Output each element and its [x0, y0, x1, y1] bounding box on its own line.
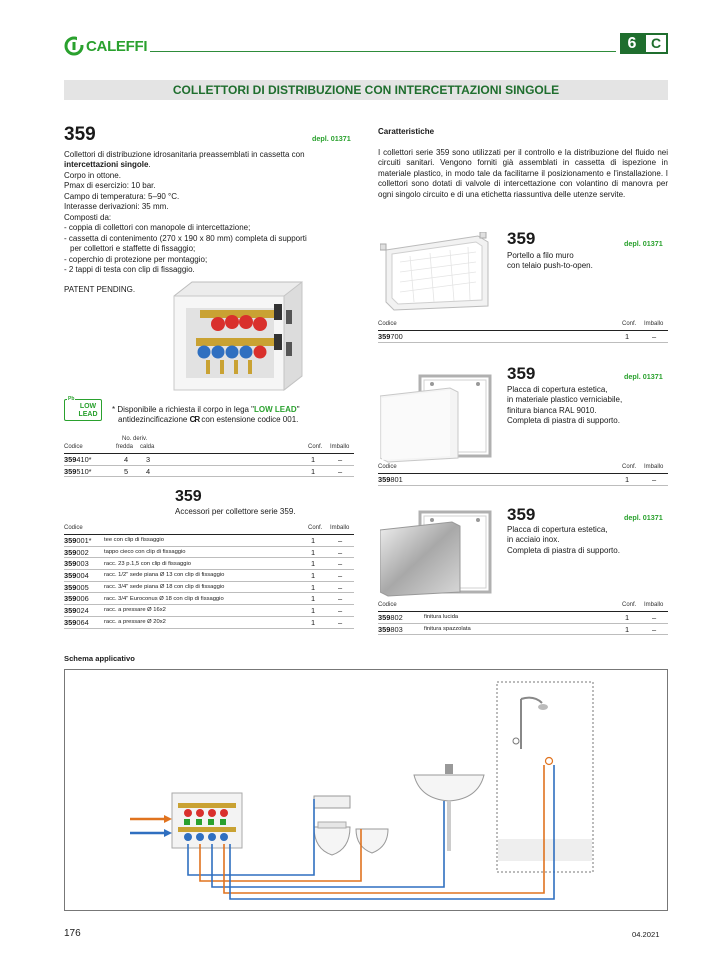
- main-depl: depl. 01371: [312, 134, 351, 143]
- row-desc: tappo cieco con clip di fissaggio: [104, 549, 186, 556]
- features-text: I collettori serie 359 sono utilizzati per il controllo e la distribuzione del fluido nei circuiti sanitari. Vengono forniti già assemblati in cassetta di ispezione in materiale plastico, in modo tale da facilitarne il posizionamento e l'installazione. I collettori sono dotati di valvole di intercettazione con volantino di manovra per ogni singolo circuito e di una etichetta riassuntiva delle utenze servite.: [378, 148, 668, 199]
- table-row: [64, 605, 354, 617]
- table-row: [378, 474, 668, 486]
- product1-desc: Portello a filo muro con telaio push-to-open.: [507, 251, 593, 271]
- table-row: [64, 535, 354, 547]
- product1-table: Codice Conf. Imballo 359700 1 –: [378, 318, 668, 343]
- composition-line: - cassetta di contenimento (270 x 190 x 80 mm) completa di supporti: [64, 233, 307, 243]
- row-desc: racc. 3/4" Euroconus Ø 18 con clip di fissaggio: [104, 595, 224, 602]
- row-code: 359024: [64, 605, 89, 615]
- row-conf: 1: [311, 559, 316, 569]
- product2-table: Codice Conf. Imballo 359801 1 –: [378, 460, 668, 486]
- caleffi-logo: [64, 36, 147, 56]
- product3-desc: Placca di copertura estetica, in acciaio inox. Completa di piastra di supporto.: [507, 525, 620, 555]
- main-specs: [64, 171, 179, 213]
- low-lead-badge: [64, 396, 102, 421]
- product1-model: 359: [507, 229, 536, 248]
- door-frame-image: [380, 232, 490, 312]
- row-imb: –: [338, 582, 343, 592]
- row-desc: finitura lucida: [424, 614, 459, 621]
- row-imb: –: [338, 617, 343, 627]
- low-lead-note: * Disponibile a richiesta il corpo in lega "LOW LEAD" antidezincificazione CR con estensione codice 001.: [112, 405, 300, 425]
- table-row: [64, 558, 354, 570]
- schema-diagram: [64, 669, 668, 911]
- main-table-header: Codice No. deriv. fredda calda Conf. Imballo: [64, 432, 354, 454]
- row-desc: racc. a pressare Ø 16x2: [104, 607, 166, 614]
- caleffi-logo-icon: [64, 36, 84, 56]
- pb-symbol: Pb: [68, 396, 75, 402]
- row-imb: –: [652, 612, 657, 622]
- spec-line: Interasse derivazioni: 35 mm.: [64, 202, 169, 212]
- schema-title: Schema applicativo: [64, 654, 135, 663]
- spec-line: Corpo in ottone.: [64, 171, 121, 180]
- manifold-box-image: [170, 280, 306, 392]
- row-imb: –: [338, 547, 343, 557]
- page-title: COLLETTORI DI DISTRIBUZIONE CON INTERCETTAZIONI SINGOLE: [172, 83, 560, 97]
- brand-name: CALEFFI: [86, 37, 148, 55]
- row-imb: –: [652, 474, 657, 484]
- row-code: 359801: [378, 474, 403, 484]
- row-conf: 1: [311, 535, 316, 545]
- row-conf: 1: [311, 605, 316, 615]
- row-desc: finitura spazzolata: [424, 626, 471, 633]
- row-code: 359510*: [64, 466, 92, 476]
- spec-line: Pmax di esercizio: 10 bar.: [64, 181, 156, 191]
- row-fredda: 4: [124, 454, 129, 464]
- composition-title: Composti da:: [64, 213, 112, 222]
- composition-line: - coppia di collettori con manopole di intercettazione;: [64, 223, 251, 233]
- page-number: 176: [64, 928, 81, 939]
- accessories-model: 359: [175, 488, 202, 505]
- row-imb: –: [338, 570, 343, 580]
- main-table: [64, 432, 354, 477]
- page-title-bar: [64, 80, 668, 100]
- row-conf: 1: [311, 454, 316, 464]
- row-conf: 1: [625, 612, 630, 622]
- row-conf: 1: [311, 570, 316, 580]
- table-row: [64, 547, 354, 559]
- accessories-table-header: Codice Conf. Imballo: [64, 520, 354, 535]
- product2-depl: depl. 01371: [624, 372, 663, 381]
- row-conf: 1: [311, 547, 316, 557]
- table-row: [64, 454, 354, 466]
- row-fredda: 5: [124, 466, 129, 476]
- accessories-subtitle: Accessori per collettore serie 359.: [175, 507, 296, 516]
- row-conf: 1: [311, 466, 316, 476]
- product2-desc: Placca di copertura estetica, in materiale plastico verniciabile, finitura bianca RAL 9010. Completa di piastra di supporto.: [507, 385, 623, 426]
- white-plate-image: [380, 372, 492, 464]
- inox-plate-image: [380, 510, 492, 598]
- features-title: Caratteristiche: [378, 127, 435, 136]
- composition-line: - coperchio di protezione per montaggio;: [64, 254, 208, 264]
- row-desc: racc. 1/2" sede piana Ø 13 con clip di fissaggio: [104, 572, 225, 579]
- table-row: [64, 617, 354, 629]
- spec-line: Campo di temperatura: 5–90 °C.: [64, 191, 180, 201]
- row-calda: 4: [146, 466, 151, 476]
- row-code: 359003: [64, 559, 89, 569]
- row-imb: –: [652, 624, 657, 634]
- row-code: 359004: [64, 570, 89, 580]
- table-row: [378, 612, 668, 624]
- table-row: [64, 582, 354, 594]
- low-lead-badge-line2: LEAD: [78, 411, 98, 418]
- product3-depl: depl. 01371: [624, 513, 663, 522]
- table-row: [378, 331, 668, 343]
- section-letter: C: [644, 33, 668, 54]
- row-conf: 1: [311, 617, 316, 627]
- row-desc: tee con clip di fissaggio: [104, 537, 164, 544]
- table-row: [64, 466, 354, 478]
- section-number: 6: [620, 33, 644, 54]
- cr-mark: CR: [189, 415, 200, 425]
- low-lead-badge-line1: LOW: [79, 403, 97, 410]
- row-desc: racc. a pressare Ø 20x2: [104, 619, 166, 626]
- composition-line: - 2 tappi di testa con clip di fissaggio.: [64, 265, 195, 275]
- main-description: Collettori di distribuzione idrosanitaria preassemblati in cassetta con intercettazioni singole.: [64, 150, 305, 170]
- composition-line: per collettori e staffette di fissaggio;: [70, 244, 196, 254]
- row-code: 359001*: [64, 535, 92, 545]
- row-imb: –: [652, 331, 657, 341]
- section-tab: [620, 33, 668, 54]
- row-conf: 1: [625, 331, 630, 341]
- row-conf: 1: [625, 624, 630, 634]
- row-desc: racc. 23 p.1,5 con clip di fissaggio: [104, 560, 192, 567]
- row-code: 359410*: [64, 454, 92, 464]
- accessories-table: [64, 520, 354, 629]
- row-imb: –: [338, 605, 343, 615]
- row-calda: 3: [146, 454, 151, 464]
- composition: [64, 213, 354, 275]
- row-imb: –: [338, 466, 343, 476]
- row-desc: racc. 3/4" sede piana Ø 18 con clip di fissaggio: [104, 584, 225, 591]
- row-imb: –: [338, 559, 343, 569]
- product3-table: Codice Conf. Imballo 359802 finitura lucida 1 – 359803 finitura spazzolata 1 –: [378, 598, 668, 635]
- table-row: [64, 593, 354, 605]
- row-code: 359803: [378, 624, 403, 634]
- product1-depl: depl. 01371: [624, 239, 663, 248]
- row-conf: 1: [311, 594, 316, 604]
- row-imb: –: [338, 594, 343, 604]
- main-model: 359: [64, 124, 96, 145]
- product3-model: 359: [507, 505, 536, 524]
- row-code: 359006: [64, 594, 89, 604]
- product2-model: 359: [507, 364, 536, 383]
- header-rule: [150, 51, 616, 52]
- row-code: 359002: [64, 547, 89, 557]
- row-code: 359802: [378, 612, 403, 622]
- row-code: 359005: [64, 582, 89, 592]
- row-imb: –: [338, 535, 343, 545]
- row-imb: –: [338, 454, 343, 464]
- row-conf: 1: [311, 582, 316, 592]
- patent-pending: PATENT PENDING.: [64, 285, 136, 294]
- row-conf: 1: [625, 474, 630, 484]
- table-row: [64, 570, 354, 582]
- footer-date: 04.2021: [632, 930, 660, 939]
- row-code: 359064: [64, 617, 89, 627]
- table-row: [378, 624, 668, 636]
- row-code: 359700: [378, 331, 403, 341]
